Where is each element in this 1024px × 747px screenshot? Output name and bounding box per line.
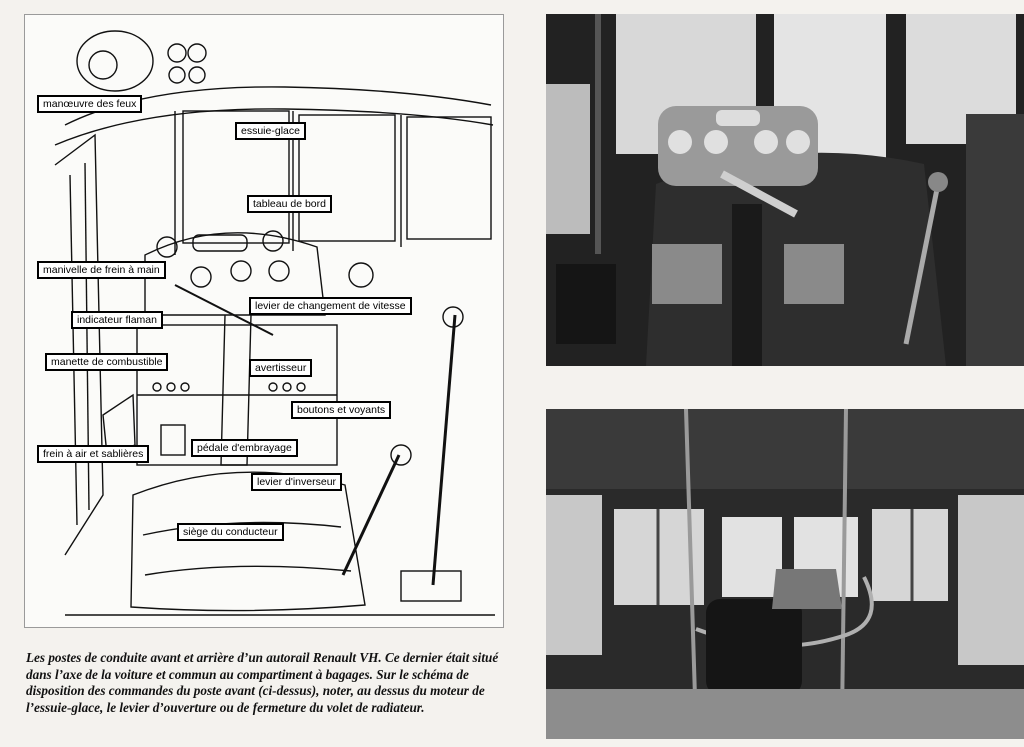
rear-cab-photo (546, 409, 1024, 739)
photo-caption: Les postes de conduite avant et arrière d’un autorail Renault VH. Ce dernier était situé dans l’axe de la voiture et commun au compartiment à bagages. Sur le schéma de disposition des commandes du poste avant (ci-dessus), noter, au dessus du moteur de l’essuie-glace, le levier d’ouverture ou de fermeture du volet de radiateur. (26, 650, 499, 715)
label-avertisseur: avertisseur (249, 359, 312, 377)
label-manette-combustible: manette de combustible (45, 353, 168, 371)
label-frein-a-air: frein à air et sablières (37, 445, 149, 463)
front-cab-photo-drawing (546, 14, 1024, 366)
label-manivelle-de-frein: manivelle de frein à main (37, 261, 166, 279)
label-boutons-voyants: boutons et voyants (291, 401, 391, 419)
label-tableau-de-bord: tableau de bord (247, 195, 332, 213)
label-levier-inverseur: levier d'inverseur (251, 473, 342, 491)
label-levier-vitesse: levier de changement de vitesse (249, 297, 412, 315)
label-indicateur-flaman: indicateur flaman (71, 311, 163, 329)
label-pedale-embrayage: pédale d'embrayage (191, 439, 298, 457)
label-essuie-glace: essuie-glace (235, 122, 306, 140)
rear-cab-photo-drawing (546, 409, 1024, 739)
cab-diagram (24, 14, 504, 628)
front-cab-photo (546, 14, 1024, 366)
label-manoeuvre-des-feux: manœuvre des feux (37, 95, 142, 113)
label-siege-conducteur: siège du conducteur (177, 523, 284, 541)
